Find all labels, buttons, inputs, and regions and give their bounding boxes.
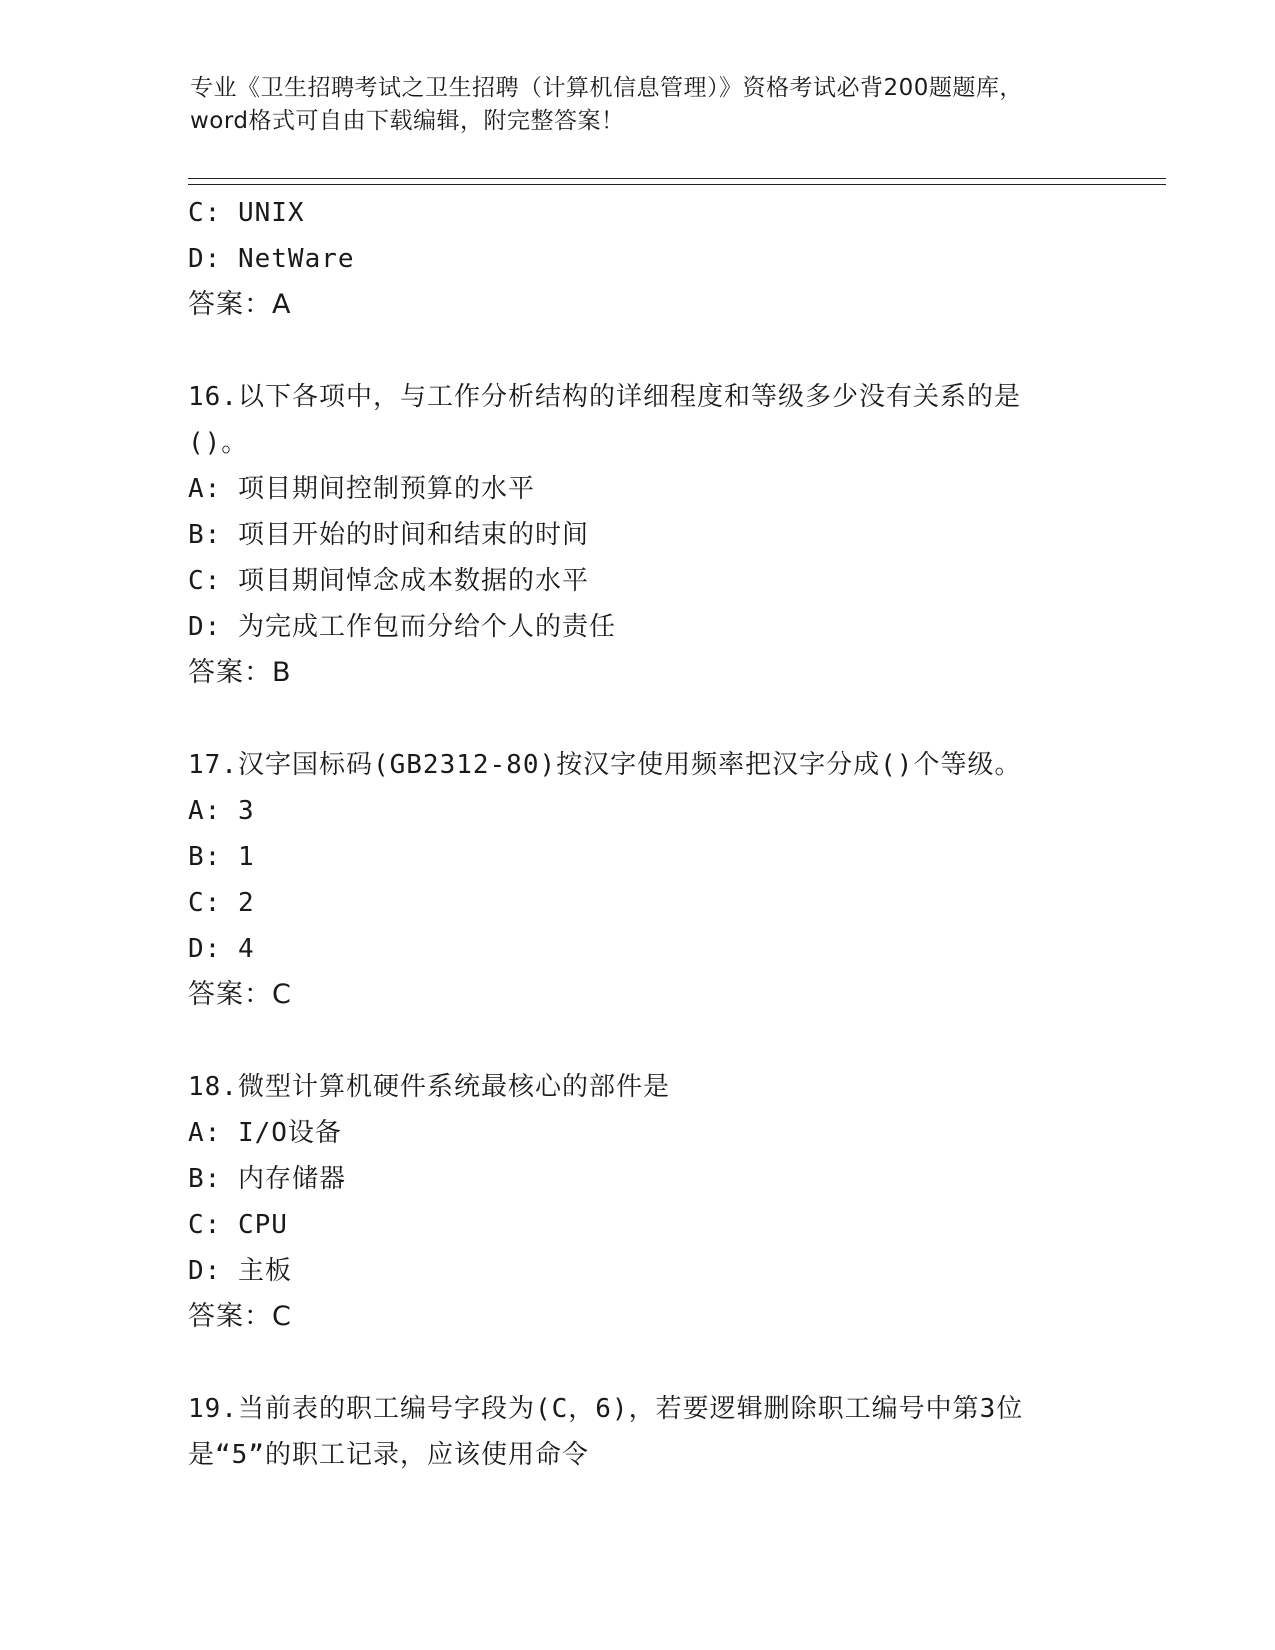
question-stem-line-1: 18.微型计算机硬件系统最核心的部件是	[188, 1072, 670, 1102]
option-b: B: 内存储器	[188, 1164, 346, 1194]
answer-line: 答案：A	[188, 289, 292, 320]
spacer	[188, 1340, 1148, 1386]
question-stem	[188, 374, 1088, 466]
question-stem-line-2: 是“5”的职工记录，应该使用命令	[188, 1440, 589, 1470]
header-title-line-1: 专业《卫生招聘考试之卫生招聘（计算机信息管理）》资格考试必背200题题库，	[190, 75, 1023, 101]
option-a: A: 项目期间控制预算的水平	[188, 474, 535, 504]
question-19	[188, 1386, 1148, 1478]
spacer	[188, 696, 1148, 742]
option-b: B: 1	[188, 842, 255, 872]
header-divider-bottom	[188, 184, 1166, 185]
question-stem-line-1: 17.汉字国标码(GB2312-80)按汉字使用频率把汉字分成()个等级。	[188, 750, 1022, 780]
question-17	[188, 742, 1148, 1018]
option-b: B: 项目开始的时间和结束的时间	[188, 520, 589, 550]
option-d: D: NetWare	[188, 244, 355, 274]
option-c: C: 项目期间悼念成本数据的水平	[188, 566, 589, 596]
question-stem	[188, 1386, 1088, 1478]
option-d: D: 为完成工作包而分给个人的责任	[188, 612, 616, 642]
option-a: A: 3	[188, 796, 255, 826]
spacer	[188, 1018, 1148, 1064]
option-c: C: 2	[188, 888, 255, 918]
header-title-line-2: word格式可自由下载编辑，附完整答案！	[190, 108, 625, 134]
header-divider-top	[188, 178, 1166, 179]
answer-line: 答案：C	[188, 979, 292, 1010]
option-a: A: I/O设备	[188, 1118, 342, 1148]
answer-line: 答案：C	[188, 1301, 292, 1332]
question-list	[188, 190, 1148, 1478]
document-header	[190, 72, 1090, 138]
question-stem	[188, 1064, 1088, 1110]
option-d: D: 主板	[188, 1256, 292, 1286]
question-15-tail	[188, 190, 1148, 328]
question-stem-line-1: 16.以下各项中，与工作分析结构的详细程度和等级多少没有关系的是	[188, 382, 1021, 412]
spacer	[188, 328, 1148, 374]
option-c: C: CPU	[188, 1210, 288, 1240]
question-16	[188, 374, 1148, 696]
question-stem-line-1: 19.当前表的职工编号字段为(C，6)，若要逻辑删除职工编号中第3位	[188, 1394, 1024, 1424]
question-stem-line-2: ()。	[188, 428, 249, 458]
option-c: C: UNIX	[188, 198, 305, 228]
question-stem	[188, 742, 1088, 788]
question-18	[188, 1064, 1148, 1340]
answer-line: 答案：B	[188, 657, 292, 688]
option-d: D: 4	[188, 934, 255, 964]
